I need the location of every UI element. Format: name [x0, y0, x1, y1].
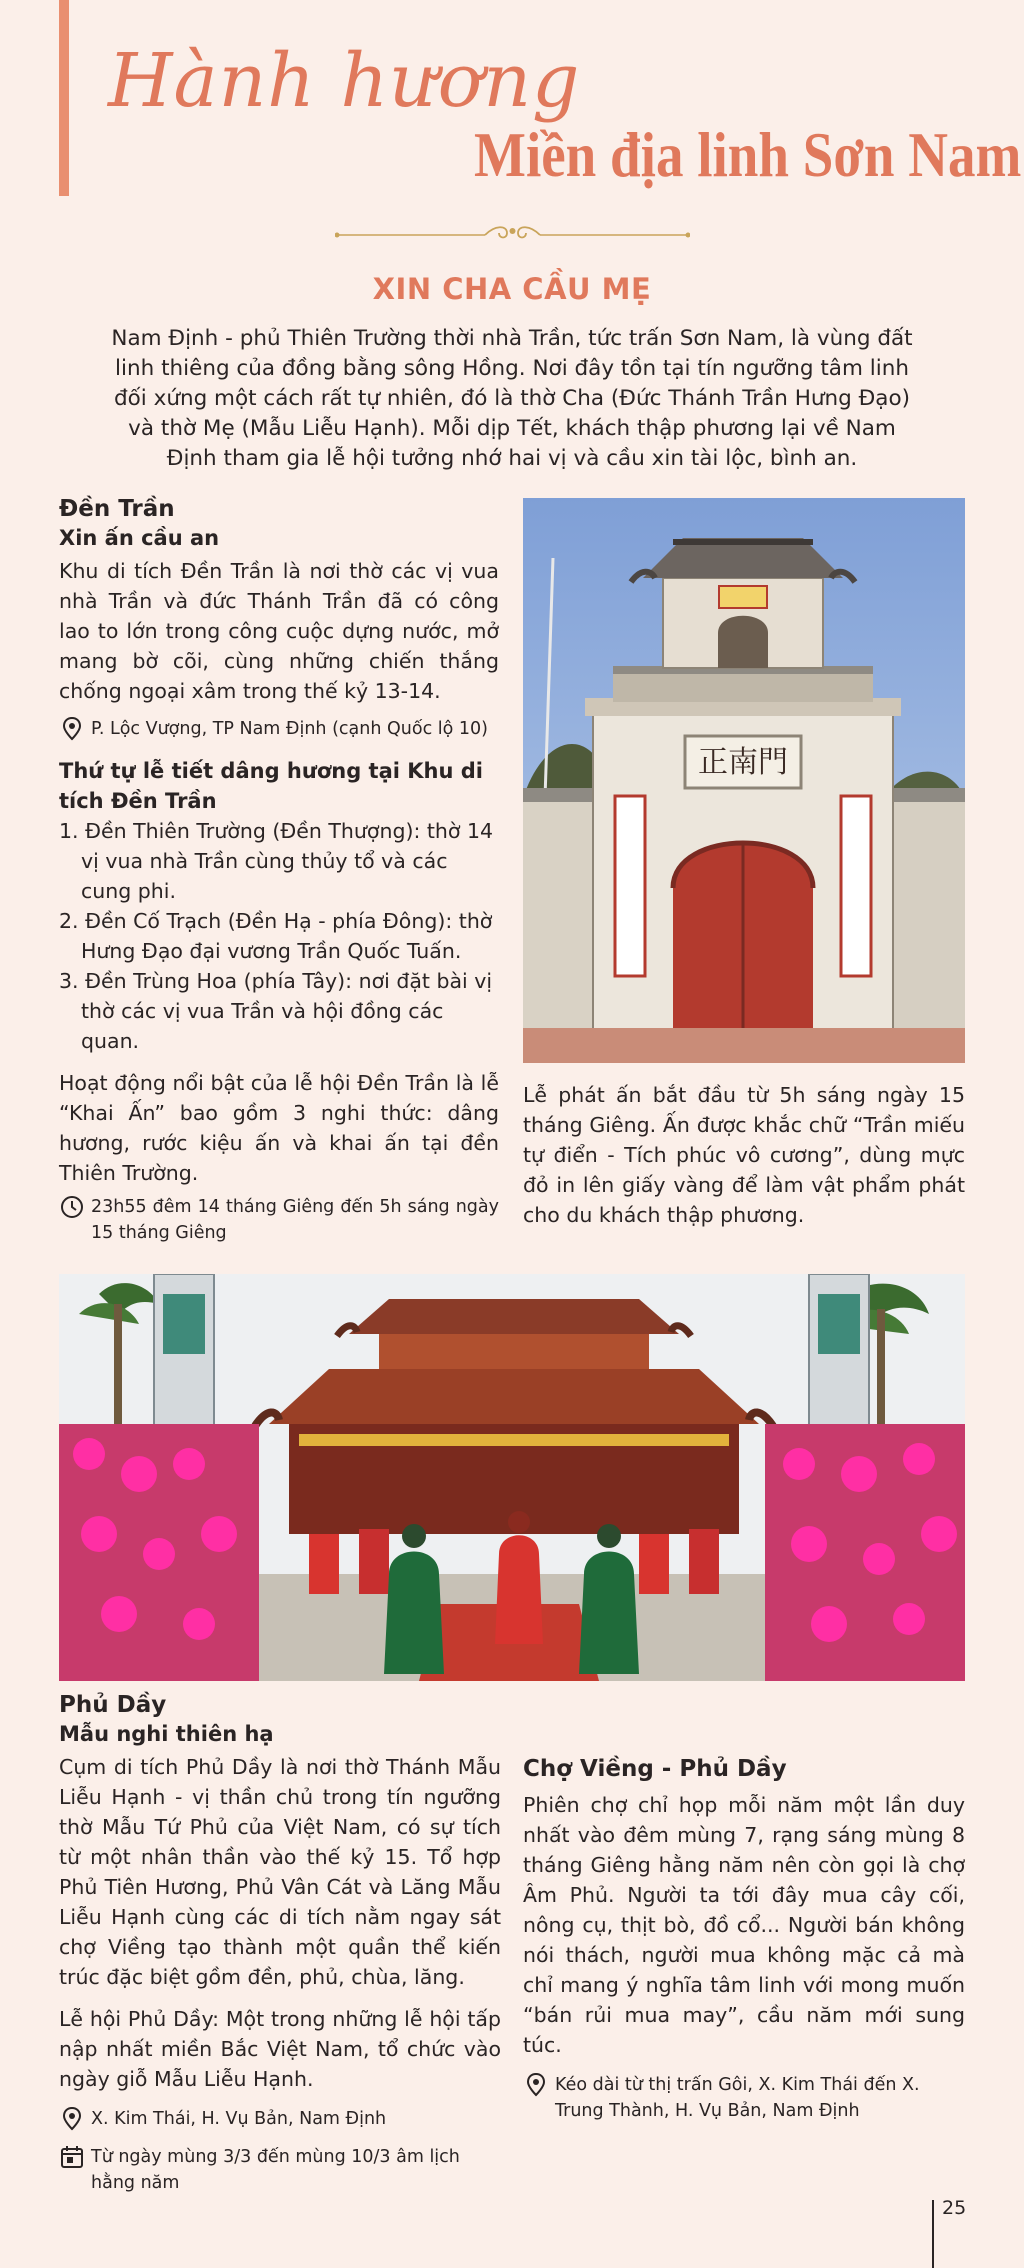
page-title: Miền địa linh Sơn Nam	[474, 119, 1022, 190]
cho-vieng-section	[523, 1756, 965, 2124]
clock-icon	[59, 1194, 85, 1220]
calendar-icon	[59, 2144, 85, 2170]
phu-day-festival: Lễ hội Phủ Dầy: Một trong những lễ hội tấp nập nhất miền Bắc Việt Nam, tổ chức vào ngày giỗ Mẫu Liễu Hạnh.	[59, 2007, 501, 2091]
ornament-divider-icon	[335, 221, 690, 245]
order-list	[59, 816, 499, 1056]
phu-day-title: Phủ Dầy	[59, 1692, 167, 1718]
cho-vieng-desc: Phiên chợ chỉ họp mỗi năm một lần duy nhất vào đêm mùng 7, rạng sáng mùng 8 tháng Giêng hằng năm nên còn gọi là chợ Âm Phủ. Người ta tới đây mua cây cối, nông cụ, thịt bò, đồ cổ... Người bán không nói thách, người mua không mặc cả mà chỉ mang ý nghĩa tâm linh với mong muốn “bán rủi mua may”, cầu năm mới sung túc.	[523, 1793, 965, 2057]
phu-day-photo	[59, 1274, 965, 1681]
den-tran-section	[59, 496, 499, 1246]
title-script: Hành hương	[108, 38, 581, 124]
den-tran-festival: Hoạt động nổi bật của lễ hội Đền Trần là lễ “Khai Ấn” bao gồm 3 nghi thức: dâng hương, rước kiệu ấn và khai ấn tại đền Thiên Trường.	[59, 1071, 499, 1185]
phu-day-section	[59, 1692, 501, 2196]
seal-text: Lễ phát ấn bắt đầu từ 5h sáng ngày 15 tháng Giêng. Ấn được khắc chữ “Trần miếu tự điển - Tích phúc vô cương”, dùng mực đỏ in lên giấy vàng để làm vật phẩm phát cho du khách thập phương.	[523, 1083, 965, 1227]
cho-vieng-location	[523, 2072, 965, 2124]
page-number: 25	[942, 2197, 967, 2219]
den-tran-photo	[523, 498, 965, 1063]
cho-vieng-title: Chợ Viềng - Phủ Dầy	[523, 1756, 787, 1782]
den-tran-subtitle: Xin ấn cầu an	[59, 526, 220, 550]
phu-day-subtitle: Mẫu nghi thiên hạ	[59, 1722, 274, 1746]
cho-vieng-location-text: Kéo dài từ thị trấn Gôi, X. Kim Thái đến X. Trung Thành, H. Vụ Bản, Nam Định	[555, 2075, 920, 2121]
map-pin-icon	[523, 2072, 549, 2098]
den-tran-title: Đền Trần	[59, 496, 175, 522]
order-title: Thứ tự lễ tiết dâng hương tại Khu di tích Đền Trần	[59, 759, 483, 813]
map-pin-icon	[59, 2106, 85, 2132]
list-item: 3. Đền Trùng Hoa (phía Tây): nơi đặt bài vị thờ các vị vua Trần và hội đồng các quan.	[59, 969, 493, 1053]
phu-day-desc: Cụm di tích Phủ Dầy là nơi thờ Thánh Mẫu Liễu Hạnh - vị thần chủ trong tín ngưỡng thờ Mẫu Tứ Phủ của Việt Nam, có sự tích từ một nhân thần vào thế kỷ 15. Tổ hợp Phủ Tiên Hương, Phủ Vân Cát và Lăng Mẫu Liễu Hạnh cùng các di tích nằm ngay sát chợ Viềng tạo thành một quần thể kiến trúc đặc biệt gồm đền, phủ, chùa, lăng.	[59, 1755, 501, 1989]
phu-day-time	[59, 2144, 501, 2196]
den-tran-desc: Khu di tích Đền Trần là nơi thờ các vị vua nhà Trần và đức Thánh Trần đã có công lao to lớn trong công cuộc dựng nước, mở mang bờ cõi, cùng những chiến thắng chống ngoại xâm trong thế kỷ 13-14.	[59, 559, 499, 703]
den-tran-time	[59, 1194, 499, 1246]
list-item: 2. Đền Cố Trạch (Đền Hạ - phía Đông): thờ Hưng Đạo đại vương Trần Quốc Tuấn.	[59, 909, 493, 963]
den-tran-time-text: 23h55 đêm 14 tháng Giêng đến 5h sáng ngày 15 tháng Giêng	[91, 1197, 499, 1243]
map-pin-icon	[59, 716, 85, 742]
gate-sign-text: 正南門	[698, 745, 788, 780]
intro-text: Nam Định - phủ Thiên Trường thời nhà Trần, tức trấn Sơn Nam, là vùng đất linh thiêng của đồng bằng sông Hồng. Nơi đây tồn tại tín ngưỡng tâm linh đối xứng một cách rất tự nhiên, đó là thờ Cha (Đức Thánh Trần Hưng Đạo) và thờ Mẹ (Mẫu Liễu Hạnh). Mỗi dịp Tết, khách thập phương lại về Nam Định tham gia lễ hội tưởng nhớ hai vị và cầu xin tài lộc, bình an.	[111, 326, 913, 471]
phu-day-location	[59, 2106, 501, 2132]
list-item: 1. Đền Thiên Trường (Đền Thượng): thờ 14 vị vua nhà Trần cùng thủy tổ và các cung phi.	[59, 819, 494, 903]
accent-bar	[59, 0, 69, 196]
phu-day-location-text: X. Kim Thái, H. Vụ Bản, Nam Định	[91, 2109, 387, 2129]
page-divider	[932, 2200, 934, 2268]
den-tran-location	[59, 716, 499, 742]
phu-day-time-text: Từ ngày mùng 3/3 đến mùng 10/3 âm lịch hằng năm	[91, 2147, 460, 2193]
den-tran-location-text: P. Lộc Vượng, TP Nam Định (cạnh Quốc lộ 10)	[91, 719, 488, 739]
section-title: XIN CHA CẦU MẸ	[372, 272, 652, 306]
